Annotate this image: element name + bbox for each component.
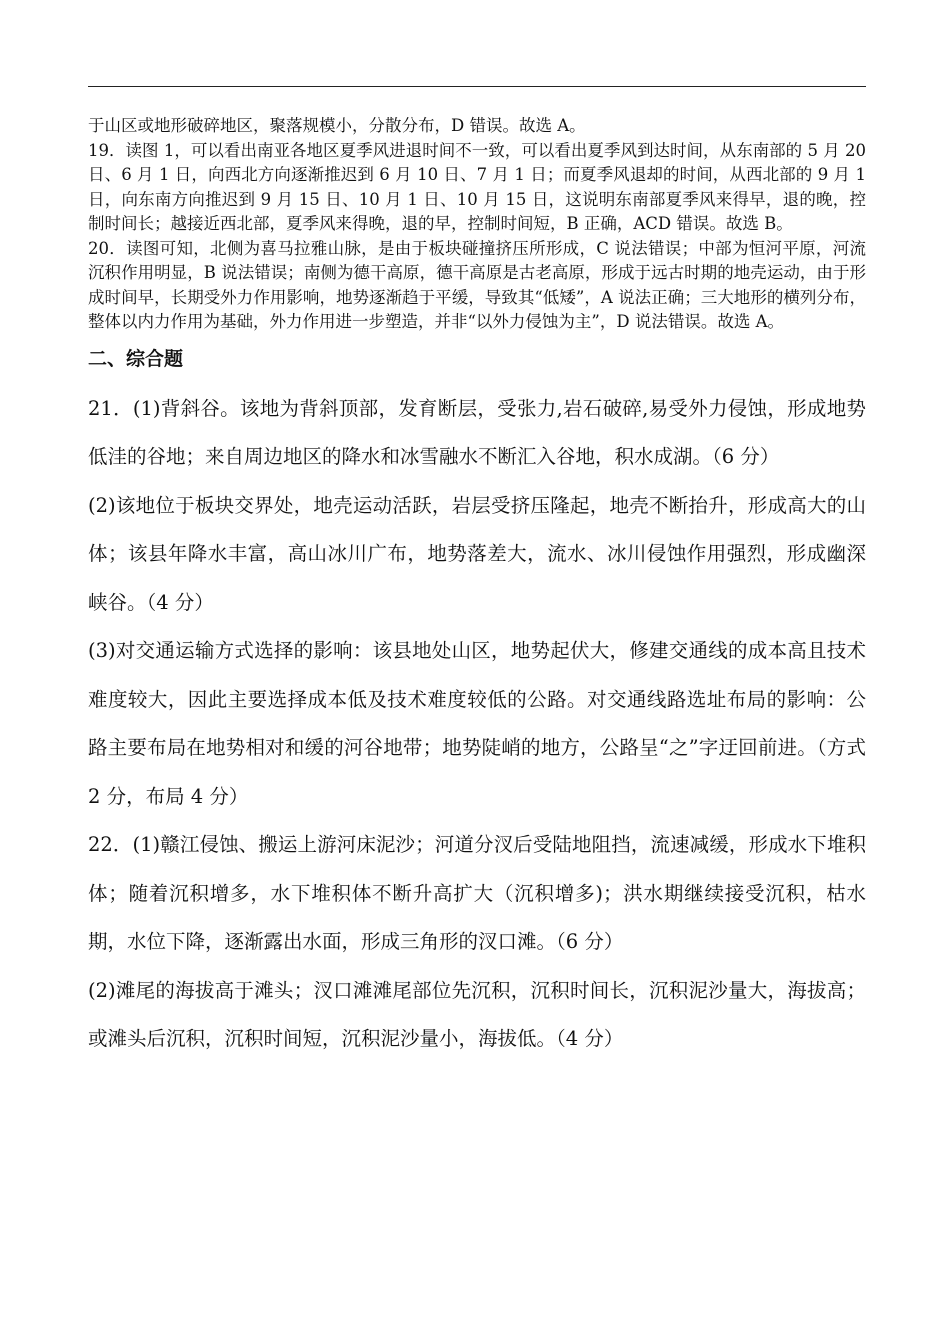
answer-22-part-1: 22．(1)赣江侵蚀、搬运上游河床泥沙；河道分汊后受陆地阻挡，流速减缓，形成水下堆积体；随着沉积增多，水下堆积体不断升高扩大（沉积增多)；洪水期继续接受沉积，枯水期，水位下降，逐渐露出水面，形成三角形的汊口滩。（6 分） (88, 833, 866, 953)
page-content (88, 114, 866, 1064)
choice-answer-explanations (88, 114, 866, 335)
comprehensive-answers (88, 385, 866, 1064)
answer-21-part-1: 21．(1)背斜谷。该地为背斜顶部，发育断层，受张力,岩石破碎,易受外力侵蚀，形成地势低洼的谷地；来自周边地区的降水和冰雪融水不断汇入谷地，积水成湖。（6 分） (88, 396, 866, 468)
answer-20-explanation: 20．读图可知，北侧为喜马拉雅山脉，是由于板块碰撞挤压所形成，C 说法错误；中部为恒河平原，河流沉积作用明显，B 说法错误；南侧为德干高原，德干高原是古老高原，形成于远古时期的地壳运动，由于形成时间早，长期受外力作用影响，地势逐渐趋于平缓，导致其“低矮”，A 说法正确；三大地形的横列分布，整体以内力作用为基础，外力作用进一步塑造，并非“以外力侵蚀为主”，D 说法错误。故选 A。 (88, 238, 866, 331)
answer-18-continuation: 于山区或地形破碎地区，聚落规模小，分散分布，D 错误。故选 A。 (88, 116, 586, 135)
answer-22-part-2: (2)滩尾的海拔高于滩头；汊口滩滩尾部位先沉积，沉积时间长，沉积泥沙量大，海拔高；或滩头后沉积，沉积时间短，沉积泥沙量小，海拔低。（4 分） (88, 978, 866, 1050)
answer-21-part-3: (3)对交通运输方式选择的影响：该县地处山区，地势起伏大，修建交通线的成本高且技术难度较大，因此主要选择成本低及技术难度较低的公路。对交通线路选址布局的影响：公路主要布局在地势相对和缓的河谷地带；地势陡峭的地方，公路呈“之”字迂回前进。（方式 2 分，布局 4 分） (88, 639, 866, 808)
answer-21-part-2: (2)该地位于板块交界处，地壳运动活跃，岩层受挤压隆起，地壳不断抬升，形成高大的山体；该县年降水丰富，高山冰川广布，地势落差大，流水、冰川侵蚀作用强烈，形成幽深峡谷。（4 分） (88, 493, 866, 614)
header-divider (88, 86, 866, 87)
answer-19-explanation: 19．读图 1，可以看出南亚各地区夏季风进退时间不一致，可以看出夏季风到达时间，从东南部的 5 月 20 日、6 月 1 日，向西北方向逐渐推迟到 6 月 10 日、7 月 1 日；而夏季风退却的时间，从西北部的 9 月 1 日，向东南方向推迟到 9 月 15 日、10 月 1 日、10 月 15 日，这说明东南部夏季风来得早，退的晚，控制时间长；越接近西北部，夏季风来得晚，退的早，控制时间短，B 正确，ACD 错误。故选 B。 (88, 140, 866, 233)
section-heading: 二、综合题 (88, 347, 184, 370)
